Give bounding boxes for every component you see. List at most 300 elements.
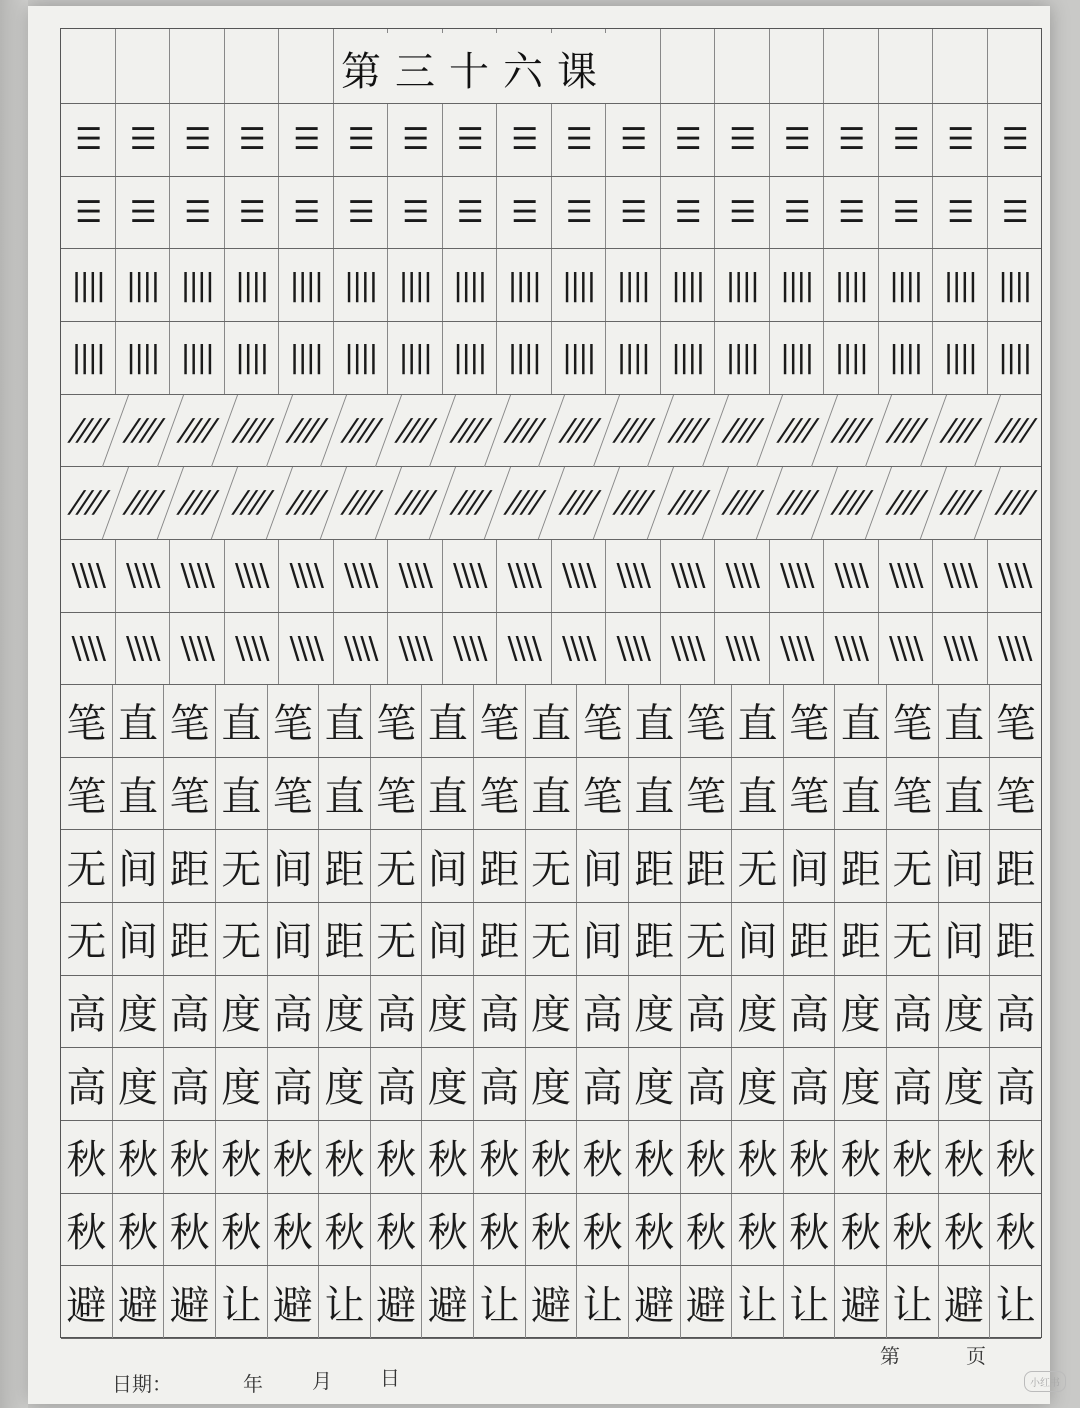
character-cell: 笔 [61, 758, 113, 830]
stroke-cell: ☰ [61, 177, 116, 249]
stroke-cell: //// [647, 467, 728, 539]
character-cell: 秋 [784, 1121, 836, 1193]
title-grid-cell [988, 29, 1042, 103]
character-cell: 秋 [319, 1121, 371, 1193]
character-cell: 秋 [681, 1194, 733, 1266]
character-cell: 高 [268, 976, 320, 1048]
stroke-cell: ☰ [824, 104, 879, 176]
practice-row [61, 467, 1041, 540]
character-cell: 高 [681, 1048, 733, 1120]
stroke-cell: \\\\ [770, 613, 825, 685]
stroke-cell: ☰ [497, 104, 552, 176]
stroke-cell: ☰ [1001, 194, 1027, 230]
stroke-cell: |||| [116, 249, 171, 321]
stroke-cell: ☰ [606, 104, 661, 176]
notebook-binding [0, 0, 28, 1408]
stroke-cell: //// [756, 395, 837, 467]
stroke-cell: ☰ [388, 177, 443, 249]
stroke-cell: \\\\ [61, 540, 116, 612]
character-cell: 直 [732, 685, 784, 757]
stroke-cell: ☰ [61, 104, 116, 176]
character-cell: 间 [268, 830, 320, 902]
stroke-cell: |||| [170, 322, 225, 394]
stroke-cell: |||| [879, 249, 934, 321]
stroke-cell: //// [211, 395, 292, 467]
character-cell: 直 [629, 685, 681, 757]
stroke-cell: \\\\ [998, 558, 1031, 594]
character-cell: 无 [216, 903, 268, 975]
title-grid-cell [824, 29, 879, 103]
character-cell: 高 [784, 1048, 836, 1120]
stroke-cell: |||| [606, 322, 661, 394]
stroke-cell: |||| [497, 322, 552, 394]
character-cell: 度 [629, 976, 681, 1048]
stroke-cell: //// [102, 395, 183, 467]
character-cell: 笔 [784, 758, 836, 830]
character-cell: 笔 [474, 758, 526, 830]
character-cell: 直 [526, 685, 578, 757]
stroke-cell: |||| [279, 322, 334, 394]
character-cell: 笔 [268, 758, 320, 830]
practice-row [61, 540, 1041, 613]
character-cell: 间 [422, 830, 474, 902]
lesson-title: 第三十六课 [341, 33, 611, 103]
stroke-cell: //// [429, 395, 510, 467]
character-cell: 度 [526, 1048, 578, 1120]
character-cell: 直 [835, 685, 887, 757]
character-cell: 笔 [577, 758, 629, 830]
character-cell: 度 [319, 1048, 371, 1120]
character-cell: 距 [629, 830, 681, 902]
stroke-cell: \\\\ [170, 540, 225, 612]
practice-row [61, 830, 1041, 903]
character-cell: 秋 [835, 1194, 887, 1266]
stroke-cell: ☰ [170, 177, 225, 249]
character-cell: 度 [526, 976, 578, 1048]
stroke-cell: ☰ [388, 104, 443, 176]
character-cell: 让 [732, 1266, 784, 1338]
character-cell: 笔 [995, 774, 1036, 821]
stroke-cell: //// [320, 395, 401, 467]
stroke-cell: |||| [443, 249, 498, 321]
character-cell: 高 [784, 976, 836, 1048]
character-cell: 直 [422, 758, 474, 830]
stroke-cell: //// [811, 395, 892, 467]
practice-row [61, 1121, 1041, 1194]
stroke-cell: ☰ [1001, 122, 1027, 158]
character-cell: 间 [577, 830, 629, 902]
character-cell: 让 [216, 1266, 268, 1338]
character-cell: 秋 [784, 1194, 836, 1266]
character-cell: 无 [371, 903, 423, 975]
stroke-cell: \\\\ [334, 540, 389, 612]
character-cell: 秋 [371, 1121, 423, 1193]
character-cell: 度 [732, 1048, 784, 1120]
stroke-cell: //// [266, 467, 347, 539]
stroke-cell: \\\\ [715, 540, 770, 612]
character-cell: 秋 [268, 1121, 320, 1193]
character-cell: 秋 [526, 1121, 578, 1193]
stroke-cell: |||| [170, 249, 225, 321]
stroke-cell: ☰ [334, 104, 389, 176]
stroke-cell: |||| [334, 249, 389, 321]
stroke-cell: |||| [279, 249, 334, 321]
character-cell: 高 [371, 976, 423, 1048]
practice-row [61, 177, 1041, 250]
character-cell: 秋 [422, 1121, 474, 1193]
stroke-cell: \\\\ [497, 540, 552, 612]
character-cell: 秋 [939, 1121, 991, 1193]
character-cell: 高 [577, 976, 629, 1048]
character-cell: 让 [887, 1266, 939, 1338]
character-cell: 笔 [681, 758, 733, 830]
character-cell: 高 [268, 1048, 320, 1120]
character-cell: 避 [164, 1266, 216, 1338]
character-cell: 让 [577, 1266, 629, 1338]
stroke-cell: //// [865, 467, 946, 539]
character-cell: 秋 [732, 1194, 784, 1266]
stroke-cell: ☰ [715, 177, 770, 249]
stroke-cell: //// [920, 467, 1001, 539]
stroke-cell: \\\\ [61, 613, 116, 685]
stroke-cell: |||| [388, 322, 443, 394]
stroke-cell: |||| [552, 322, 607, 394]
title-grid-cell [116, 29, 171, 103]
stroke-cell: |||| [933, 249, 988, 321]
stroke-cell: ☰ [552, 104, 607, 176]
stroke-cell: \\\\ [170, 613, 225, 685]
character-cell: 度 [629, 1048, 681, 1120]
character-cell: 避 [835, 1266, 887, 1338]
stroke-cell: |||| [443, 322, 498, 394]
character-cell: 直 [526, 758, 578, 830]
character-cell: 间 [939, 903, 991, 975]
character-cell: 秋 [216, 1194, 268, 1266]
stroke-cell: //// [211, 467, 292, 539]
character-cell: 秋 [835, 1121, 887, 1193]
character-cell: 秋 [113, 1121, 165, 1193]
stroke-cell: ☰ [334, 177, 389, 249]
character-cell: 笔 [995, 701, 1036, 748]
character-cell: 距 [319, 830, 371, 902]
character-cell: 避 [681, 1266, 733, 1338]
stroke-cell: //// [375, 395, 456, 467]
stroke-cell: ☰ [116, 104, 171, 176]
title-grid-cell [879, 29, 934, 103]
character-cell: 秋 [577, 1194, 629, 1266]
stroke-cell: \\\\ [443, 613, 498, 685]
character-cell: 笔 [61, 685, 113, 757]
character-cell: 笔 [887, 758, 939, 830]
character-cell: 高 [681, 976, 733, 1048]
character-cell: 高 [887, 976, 939, 1048]
practice-row [61, 1266, 1041, 1339]
character-cell: 笔 [164, 685, 216, 757]
stroke-cell: \\\\ [715, 613, 770, 685]
stroke-cell: \\\\ [388, 613, 443, 685]
character-cell: 秋 [61, 1194, 113, 1266]
character-cell: 秋 [422, 1194, 474, 1266]
stroke-cell: //// [48, 395, 129, 467]
character-cell: 笔 [164, 758, 216, 830]
character-cell: 度 [939, 976, 991, 1048]
stroke-cell: //// [865, 395, 946, 467]
stroke-cell: \\\\ [388, 540, 443, 612]
character-cell: 距 [629, 903, 681, 975]
stroke-cell: \\\\ [770, 540, 825, 612]
stroke-cell: //// [266, 395, 347, 467]
character-cell: 让 [474, 1266, 526, 1338]
title-grid-cell [933, 29, 988, 103]
character-cell: 避 [939, 1266, 991, 1338]
character-cell: 笔 [268, 685, 320, 757]
stroke-cell: |||| [715, 322, 770, 394]
title-grid-cell [170, 29, 225, 103]
character-cell: 无 [216, 830, 268, 902]
day-label: 日 [380, 1366, 400, 1390]
character-cell: 间 [268, 903, 320, 975]
character-cell: 秋 [887, 1194, 939, 1266]
character-cell: 高 [61, 1048, 113, 1120]
practice-row [61, 104, 1041, 177]
stroke-cell: \\\\ [279, 613, 334, 685]
title-grid-cell [225, 29, 280, 103]
stroke-cell: ☰ [225, 177, 280, 249]
character-cell: 度 [835, 976, 887, 1048]
character-cell: 距 [835, 903, 887, 975]
stroke-cell: //// [702, 467, 783, 539]
stroke-cell: |||| [770, 322, 825, 394]
character-cell: 避 [113, 1266, 165, 1338]
character-cell: 秋 [474, 1121, 526, 1193]
practice-row [61, 613, 1041, 686]
practice-row [61, 685, 1041, 758]
character-cell: 直 [939, 685, 991, 757]
stroke-cell: \\\\ [933, 540, 988, 612]
stroke-cell: ☰ [225, 104, 280, 176]
stroke-cell: //// [429, 467, 510, 539]
stroke-cell: |||| [606, 249, 661, 321]
stroke-cell: \\\\ [116, 540, 171, 612]
stroke-cell: ☰ [497, 177, 552, 249]
character-cell: 笔 [681, 685, 733, 757]
character-cell: 秋 [268, 1194, 320, 1266]
stroke-cell: //// [593, 395, 674, 467]
character-cell: 无 [526, 830, 578, 902]
character-cell: 无 [61, 903, 113, 975]
stroke-cell: //// [484, 467, 565, 539]
stroke-cell: \\\\ [552, 613, 607, 685]
character-cell: 度 [113, 1048, 165, 1120]
practice-row [61, 1048, 1041, 1121]
character-cell: 秋 [526, 1194, 578, 1266]
stroke-cell: \\\\ [225, 540, 280, 612]
stroke-cell: ☰ [606, 177, 661, 249]
title-grid-cell [770, 29, 825, 103]
stroke-cell: \\\\ [552, 540, 607, 612]
stroke-cell: ☰ [824, 177, 879, 249]
stroke-cell: |||| [770, 249, 825, 321]
stroke-cell: \\\\ [879, 540, 934, 612]
character-cell: 避 [526, 1266, 578, 1338]
character-cell: 秋 [371, 1194, 423, 1266]
practice-row [61, 976, 1041, 1049]
stroke-cell: \\\\ [933, 613, 988, 685]
stroke-cell: |||| [497, 249, 552, 321]
stroke-cell: \\\\ [279, 540, 334, 612]
stroke-cell: |||| [334, 322, 389, 394]
character-cell: 直 [113, 685, 165, 757]
character-cell: 秋 [995, 1210, 1036, 1257]
character-cell: 笔 [474, 685, 526, 757]
character-cell: 间 [113, 830, 165, 902]
character-cell: 直 [216, 758, 268, 830]
stroke-cell: ☰ [715, 104, 770, 176]
stroke-cell: |||| [998, 267, 1031, 303]
character-cell: 度 [113, 976, 165, 1048]
character-cell: 高 [61, 976, 113, 1048]
stroke-cell: //// [702, 395, 783, 467]
stroke-cell: //// [157, 395, 238, 467]
stroke-cell: ☰ [879, 104, 934, 176]
practice-row [61, 903, 1041, 976]
character-cell: 直 [113, 758, 165, 830]
stroke-cell: ☰ [770, 104, 825, 176]
character-cell: 直 [939, 758, 991, 830]
title-grid-cell [279, 29, 334, 103]
practice-row [61, 322, 1041, 395]
stroke-cell: //// [538, 467, 619, 539]
stroke-cell: |||| [61, 322, 116, 394]
character-cell: 高 [474, 976, 526, 1048]
character-cell: 间 [939, 830, 991, 902]
stroke-cell: \\\\ [661, 540, 716, 612]
character-cell: 避 [629, 1266, 681, 1338]
character-cell: 距 [784, 903, 836, 975]
character-cell: 无 [61, 830, 113, 902]
practice-row [61, 1194, 1041, 1267]
character-cell: 秋 [629, 1194, 681, 1266]
character-cell: 高 [995, 1064, 1036, 1111]
character-cell: 距 [319, 903, 371, 975]
stroke-cell: |||| [933, 322, 988, 394]
character-cell: 距 [474, 903, 526, 975]
character-cell: 秋 [216, 1121, 268, 1193]
stroke-cell: //// [647, 395, 728, 467]
title-grid-cell [606, 29, 661, 103]
character-cell: 秋 [61, 1121, 113, 1193]
character-cell: 无 [732, 830, 784, 902]
character-cell: 高 [164, 976, 216, 1048]
character-cell: 秋 [995, 1137, 1036, 1184]
character-cell: 距 [995, 919, 1036, 966]
character-cell: 直 [319, 758, 371, 830]
stroke-cell: \\\\ [998, 630, 1031, 666]
stroke-cell: ☰ [443, 177, 498, 249]
stroke-cell: //// [538, 395, 619, 467]
character-cell: 笔 [887, 685, 939, 757]
character-cell: 秋 [681, 1121, 733, 1193]
character-cell: 无 [681, 903, 733, 975]
character-cell: 无 [371, 830, 423, 902]
character-cell: 秋 [474, 1194, 526, 1266]
character-cell: 距 [164, 903, 216, 975]
character-cell: 间 [732, 903, 784, 975]
character-cell: 避 [371, 1266, 423, 1338]
character-cell: 高 [371, 1048, 423, 1120]
stroke-cell: ☰ [933, 177, 988, 249]
character-cell: 度 [216, 976, 268, 1048]
character-cell: 秋 [113, 1194, 165, 1266]
page-prefix: 第 [880, 1344, 900, 1368]
character-cell: 笔 [371, 685, 423, 757]
practice-grid [60, 28, 1042, 1338]
stroke-cell: |||| [998, 340, 1031, 376]
character-cell: 直 [732, 758, 784, 830]
character-cell: 让 [784, 1266, 836, 1338]
stroke-cell: //// [593, 467, 674, 539]
character-cell: 距 [164, 830, 216, 902]
character-cell: 无 [887, 903, 939, 975]
character-cell: 距 [835, 830, 887, 902]
stroke-cell: ☰ [933, 104, 988, 176]
year-label: 年 [243, 1372, 263, 1396]
character-cell: 高 [164, 1048, 216, 1120]
watermark-logo: 小红书 [1024, 1371, 1066, 1392]
character-cell: 笔 [371, 758, 423, 830]
month-label: 月 [312, 1369, 332, 1393]
date-label: 日期： [112, 1372, 172, 1396]
stroke-cell: \\\\ [824, 540, 879, 612]
stroke-cell: ☰ [770, 177, 825, 249]
character-cell: 直 [319, 685, 371, 757]
character-cell: 直 [422, 685, 474, 757]
character-cell: 秋 [577, 1121, 629, 1193]
stroke-cell: \\\\ [824, 613, 879, 685]
character-cell: 度 [939, 1048, 991, 1120]
character-cell: 避 [61, 1266, 113, 1338]
stroke-cell: ☰ [661, 104, 716, 176]
character-cell: 距 [681, 830, 733, 902]
stroke-cell: |||| [824, 249, 879, 321]
character-cell: 高 [995, 992, 1036, 1039]
stroke-cell: \\\\ [334, 613, 389, 685]
character-cell: 距 [474, 830, 526, 902]
stroke-cell: ☰ [552, 177, 607, 249]
character-cell: 秋 [164, 1121, 216, 1193]
stroke-cell: \\\\ [879, 613, 934, 685]
character-cell: 无 [887, 830, 939, 902]
stroke-cell: ☰ [170, 104, 225, 176]
stroke-cell: \\\\ [497, 613, 552, 685]
character-cell: 间 [113, 903, 165, 975]
stroke-cell: //// [375, 467, 456, 539]
practice-row [61, 395, 1041, 468]
character-cell: 秋 [319, 1194, 371, 1266]
character-cell: 秋 [887, 1121, 939, 1193]
stroke-cell: |||| [116, 322, 171, 394]
character-cell: 直 [629, 758, 681, 830]
stroke-cell: ☰ [661, 177, 716, 249]
stroke-cell: ☰ [443, 104, 498, 176]
character-cell: 笔 [577, 685, 629, 757]
character-cell: 秋 [939, 1194, 991, 1266]
practice-row [61, 249, 1041, 322]
character-cell: 距 [995, 846, 1036, 893]
stroke-cell: //// [920, 395, 1001, 467]
stroke-cell: \\\\ [606, 613, 661, 685]
stroke-cell: |||| [715, 249, 770, 321]
